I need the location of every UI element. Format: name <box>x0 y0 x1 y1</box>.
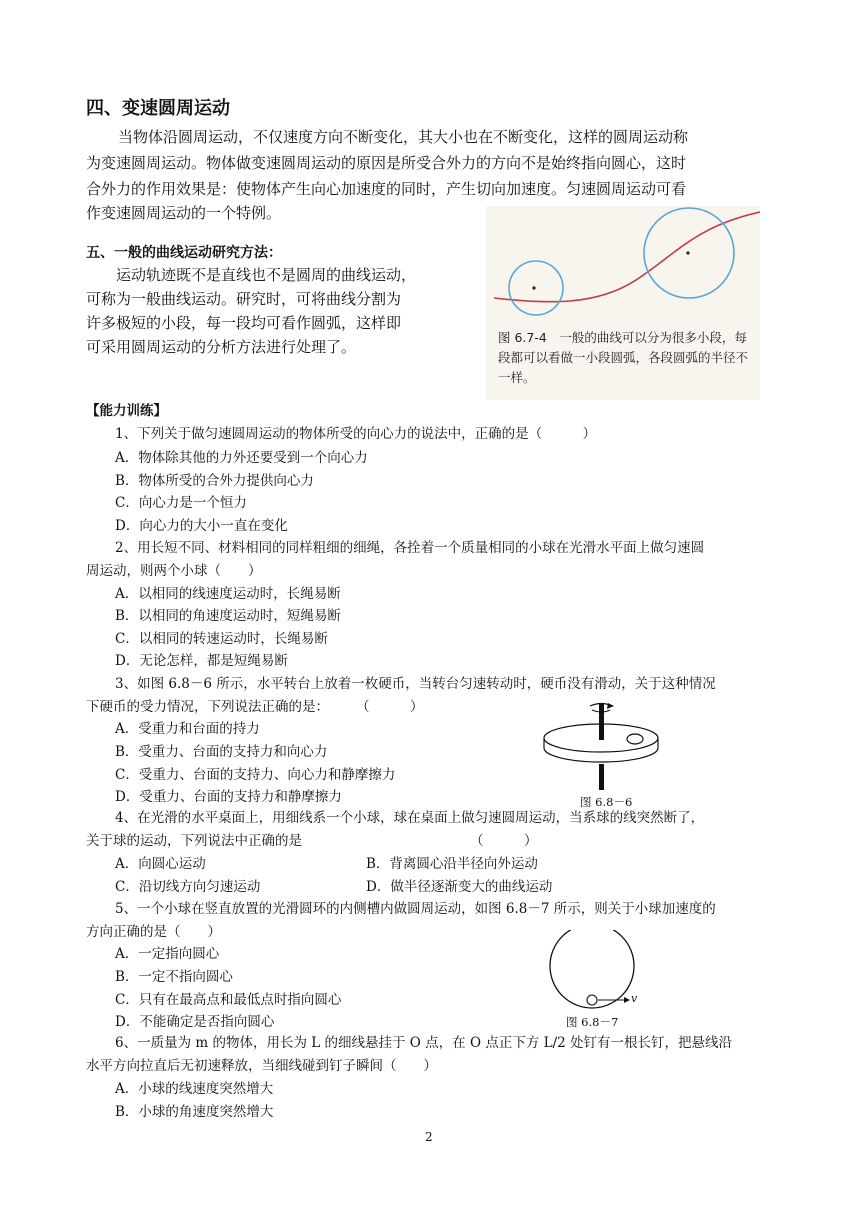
q6-stem-line-2: 水平方向拉直后无初速释放，当细线碰到钉子瞬间（ ） <box>86 1058 437 1074</box>
q6-option-b: B．小球的角速度突然增大 <box>115 1104 274 1120</box>
q4-stem-line-1: 4、在光滑的水平桌面上，用细线系一个小球，球在桌面上做匀速圆周运动，当系球的线突然断了， <box>115 810 705 826</box>
q1-option-a: A．物体除其他的力外还要受到一个向心力 <box>115 450 368 466</box>
section5-line-4: 可采用圆周运动的分析方法进行处理了。 <box>86 338 357 356</box>
q3-option-d: D．受重力、台面的支持力和静摩擦力 <box>115 789 342 805</box>
section5-line-1: 运动轨迹既不是直线也不是圆周的曲线运动， <box>116 266 417 284</box>
q5-option-b: B．一定不指向圆心 <box>115 969 233 985</box>
curve-circles-diagram <box>486 206 760 330</box>
q3-stem-line-2: 下硬币的受力情况，下列说法正确的是： （ ） <box>86 699 424 715</box>
q2-option-b: B．以相同的角速度运动时，短绳易断 <box>115 608 341 624</box>
q2-option-a: A．以相同的线速度运动时，长绳易断 <box>115 586 341 602</box>
q5-stem-line-1: 5、一个小球在竖直放置的光滑圆环的内侧槽内做圆周运动，如图 6.8－7 所示，则关于小球加速度的 <box>115 901 716 917</box>
q6-stem-line-1: 6、一质量为 m 的物体，用长为 L 的细线悬挂于 O 点，在 O 点正下方 L/2 处钉有一根长钉，把悬线沿 <box>115 1035 733 1051</box>
q4-option-c: C．沿切线方向匀速运动 <box>115 879 261 895</box>
section5-heading: 五、一般的曲线运动研究方法： <box>86 245 282 261</box>
q3-option-b: B．受重力、台面的支持力和向心力 <box>115 744 328 760</box>
q2-stem-line-1: 2、用长短不同、材料相同的同样粗细的细绳，各拴着一个质量相同的小球在光滑水平面上做匀速圆 <box>115 540 705 556</box>
velocity-label: v <box>631 992 638 1005</box>
q4-option-d: D．做半径逐渐变大的曲线运动 <box>366 879 553 895</box>
training-heading: 【能力训练】 <box>86 403 167 419</box>
section4-line-3: 合外力的作用效果是：使物体产生向心加速度的同时，产生切向加速度。匀速圆周运动可看 <box>86 180 687 198</box>
figure-6-8-7-caption: 图 6.8－7 <box>566 1015 619 1029</box>
q4-stem-line-2: 关于球的运动，下列说法中正确的是 <box>86 833 302 849</box>
section4-line-1: 当物体沿圆周运动，不仅速度方向不断变化，其大小也在不断变化，这样的圆周运动称 <box>118 128 689 146</box>
figure-6-7-4 <box>486 206 760 400</box>
q1-option-d: D．向心力的大小一直在变化 <box>115 518 288 534</box>
page-number: 2 <box>425 1130 433 1144</box>
q3-option-a: A．受重力和台面的持力 <box>115 721 260 737</box>
section4-line-4: 作变速圆周运动的一个特例。 <box>86 204 282 222</box>
q2-stem-line-2: 周运动，则两个小球（ ） <box>86 563 262 579</box>
figure-6-8-6-caption: 图 6.8－6 <box>580 795 633 809</box>
figure-6-7-4-caption: 图 6.7-4 一般的曲线可以分为很多小段，每段都可以看做一小段圆弧，各段圆弧的半径不一样。 <box>498 330 749 385</box>
section4-line-2: 为变速圆周运动。物体做变速圆周运动的原因是所受合外力的方向不是始终指向圆心，这时 <box>86 154 687 172</box>
q4-option-b: B．背离圆心沿半径向外运动 <box>366 856 538 872</box>
q4-answer-bracket: （ ） <box>470 833 538 849</box>
q1-option-c: C．向心力是一个恒力 <box>115 495 247 511</box>
q4-option-a: A．向圆心运动 <box>115 856 206 872</box>
q3-stem-line-1: 3、如图 6.8－6 所示，水平转台上放着一枚硬币，当转台匀速转动时，硬币没有滑动，关于这种情况 <box>115 676 716 692</box>
q5-option-c: C．只有在最高点和最低点时指向圆心 <box>115 992 342 1008</box>
q6-option-a: A．小球的线速度突然增大 <box>115 1081 274 1097</box>
q3-option-c: C．受重力、台面的支持力、向心力和静摩擦力 <box>115 767 396 783</box>
q5-option-d: D．不能确定是否指向圆心 <box>115 1014 275 1030</box>
turntable-diagram <box>540 698 664 798</box>
q5-option-a: A．一定指向圆心 <box>115 946 220 962</box>
q1-option-b: B．物体所受的合外力提供向心力 <box>115 473 314 489</box>
section5-line-2: 可称为一般曲线运动。研究时，可将曲线分割为 <box>86 290 402 308</box>
section5-line-3: 许多极短的小段，每一段均可看作圆弧，这样即 <box>86 314 402 332</box>
q1-stem: 1、下列关于做匀速圆周运动的物体所受的向心力的说法中，正确的是（ ） <box>115 426 597 442</box>
q2-option-c: C．以相同的转速运动时，长绳易断 <box>115 631 328 647</box>
section4-heading: 四、变速圆周运动 <box>86 98 230 119</box>
q2-option-d: D．无论怎样，都是短绳易断 <box>115 653 288 669</box>
q5-stem-line-2: 方向正确的是（ ） <box>86 924 221 940</box>
